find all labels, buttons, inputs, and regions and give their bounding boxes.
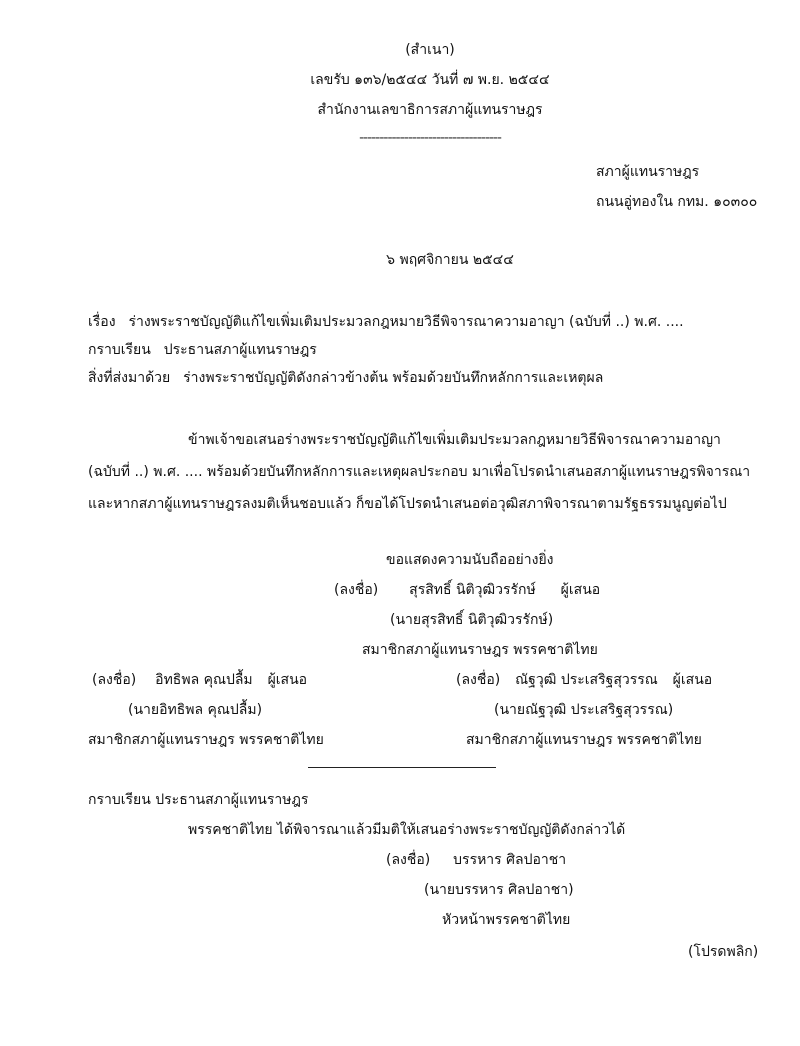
right-signatory-role: ผู้เสนอ (672, 672, 713, 688)
main-sign-label: (ลงชื่อ) (334, 582, 379, 598)
recipient-line (88, 340, 317, 360)
subject-line (88, 312, 684, 332)
endorsement-position: หัวหน้าพรรคชาติไทย (442, 912, 571, 928)
address-line-2: ถนนอู่ทองใน กทม. ๑๐๓๐๐ (596, 194, 758, 210)
endorsement-signature-line (386, 850, 566, 870)
left-signatory-role: ผู้เสนอ (267, 672, 308, 688)
subject-text: ร่างพระราชบัญญัติแก้ไขเพิ่มเติมประมวลกฎหมายวิธีพิจารณาความอาญา (ฉบับที่ ..) พ.ศ. .... (128, 314, 684, 330)
header-separator: ----------------------------------- (359, 130, 501, 146)
document-date: ๖ พฤศจิกายน ๒๕๔๔ (386, 252, 514, 268)
turn-over-note: (โปรดพลิก) (688, 944, 759, 960)
recipient-text: ประธานสภาผู้แทนราษฎร (163, 342, 317, 358)
recipient-label: กราบเรียน (88, 342, 151, 358)
address-line-1: สภาผู้แทนราษฎร (596, 164, 700, 180)
endorsement-text: พรรคชาติไทย ได้พิจารณาแล้วมีมติให้เสนอร่างพระราชบัญญัติดังกล่าวได้ (188, 822, 626, 838)
right-sign-label: (ลงชื่อ) (456, 672, 501, 688)
left-signatory-name: อิทธิพล คุณปลื้ม (155, 672, 253, 688)
enclosure-label: สิ่งที่ส่งมาด้วย (88, 370, 171, 386)
enclosure-line (88, 368, 603, 388)
endorsement-signatory-name: บรรหาร ศิลปอาชา (453, 852, 567, 868)
main-printed-name: (นายสุรสิทธิ์ นิติวุฒิวรรักษ์) (390, 612, 554, 628)
receipt-line: เลขรับ ๑๓๖/๒๕๔๔ วันที่ ๗ พ.ย. ๒๕๔๔ (310, 72, 550, 88)
left-printed-name: (นายอิทธิพล คุณปลื้ม) (128, 702, 263, 718)
subject-label: เรื่อง (88, 314, 116, 330)
right-signature-line (456, 670, 712, 690)
enclosure-text: ร่างพระราชบัญญัติดังกล่าวข้างต้น พร้อมด้วยบันทึกหลักการและเหตุผล (183, 370, 604, 386)
closing-text: ขอแสดงความนับถืออย่างยิ่ง (386, 552, 554, 568)
main-position: สมาชิกสภาผู้แทนราษฎร พรรคชาติไทย (362, 642, 598, 658)
left-position: สมาชิกสภาผู้แทนราษฎร พรรคชาติไทย (88, 732, 324, 748)
section-divider (308, 767, 496, 768)
body-line-1: ข้าพเจ้าขอเสนอร่างพระราชบัญญัติแก้ไขเพิ่มเติมประมวลกฎหมายวิธีพิจารณาความอาญา (188, 432, 721, 448)
main-signatory-name: สุรสิทธิ์ นิติวุฒิวรรักษ์ (409, 582, 536, 598)
endorsement-recipient: กราบเรียน ประธานสภาผู้แทนราษฎร (88, 792, 309, 808)
right-position: สมาชิกสภาผู้แทนราษฎร พรรคชาติไทย (466, 732, 702, 748)
right-printed-name: (นายณัฐวุฒิ ประเสริฐสุวรรณ) (494, 702, 674, 718)
body-line-2: (ฉบับที่ ..) พ.ศ. .... พร้อมด้วยบันทึกหลักการและเหตุผลประกอบ มาเพื่อโปรดนำเสนอสภาผู้แทนราษฎรพิจารณา (88, 464, 751, 480)
copy-label: (สำเนา) (405, 42, 455, 58)
left-signature-line (92, 670, 307, 690)
main-signatory-role: ผู้เสนอ (560, 582, 601, 598)
endorsement-sign-label: (ลงชื่อ) (386, 852, 431, 868)
right-signatory-name: ณัฐวุฒิ ประเสริฐสุวรรณ (515, 672, 658, 688)
left-sign-label: (ลงชื่อ) (92, 672, 137, 688)
main-signature-line (334, 580, 600, 600)
office-name: สำนักงานเลขาธิการสภาผู้แทนราษฎร (317, 102, 543, 118)
endorsement-printed-name: (นายบรรหาร ศิลปอาชา) (424, 882, 574, 898)
body-line-3: และหากสภาผู้แทนราษฎรลงมติเห็นชอบแล้ว ก็ขอได้โปรดนำเสนอต่อวุฒิสภาพิจารณาตามรัฐธรรมนูญต่อไป (88, 496, 727, 512)
